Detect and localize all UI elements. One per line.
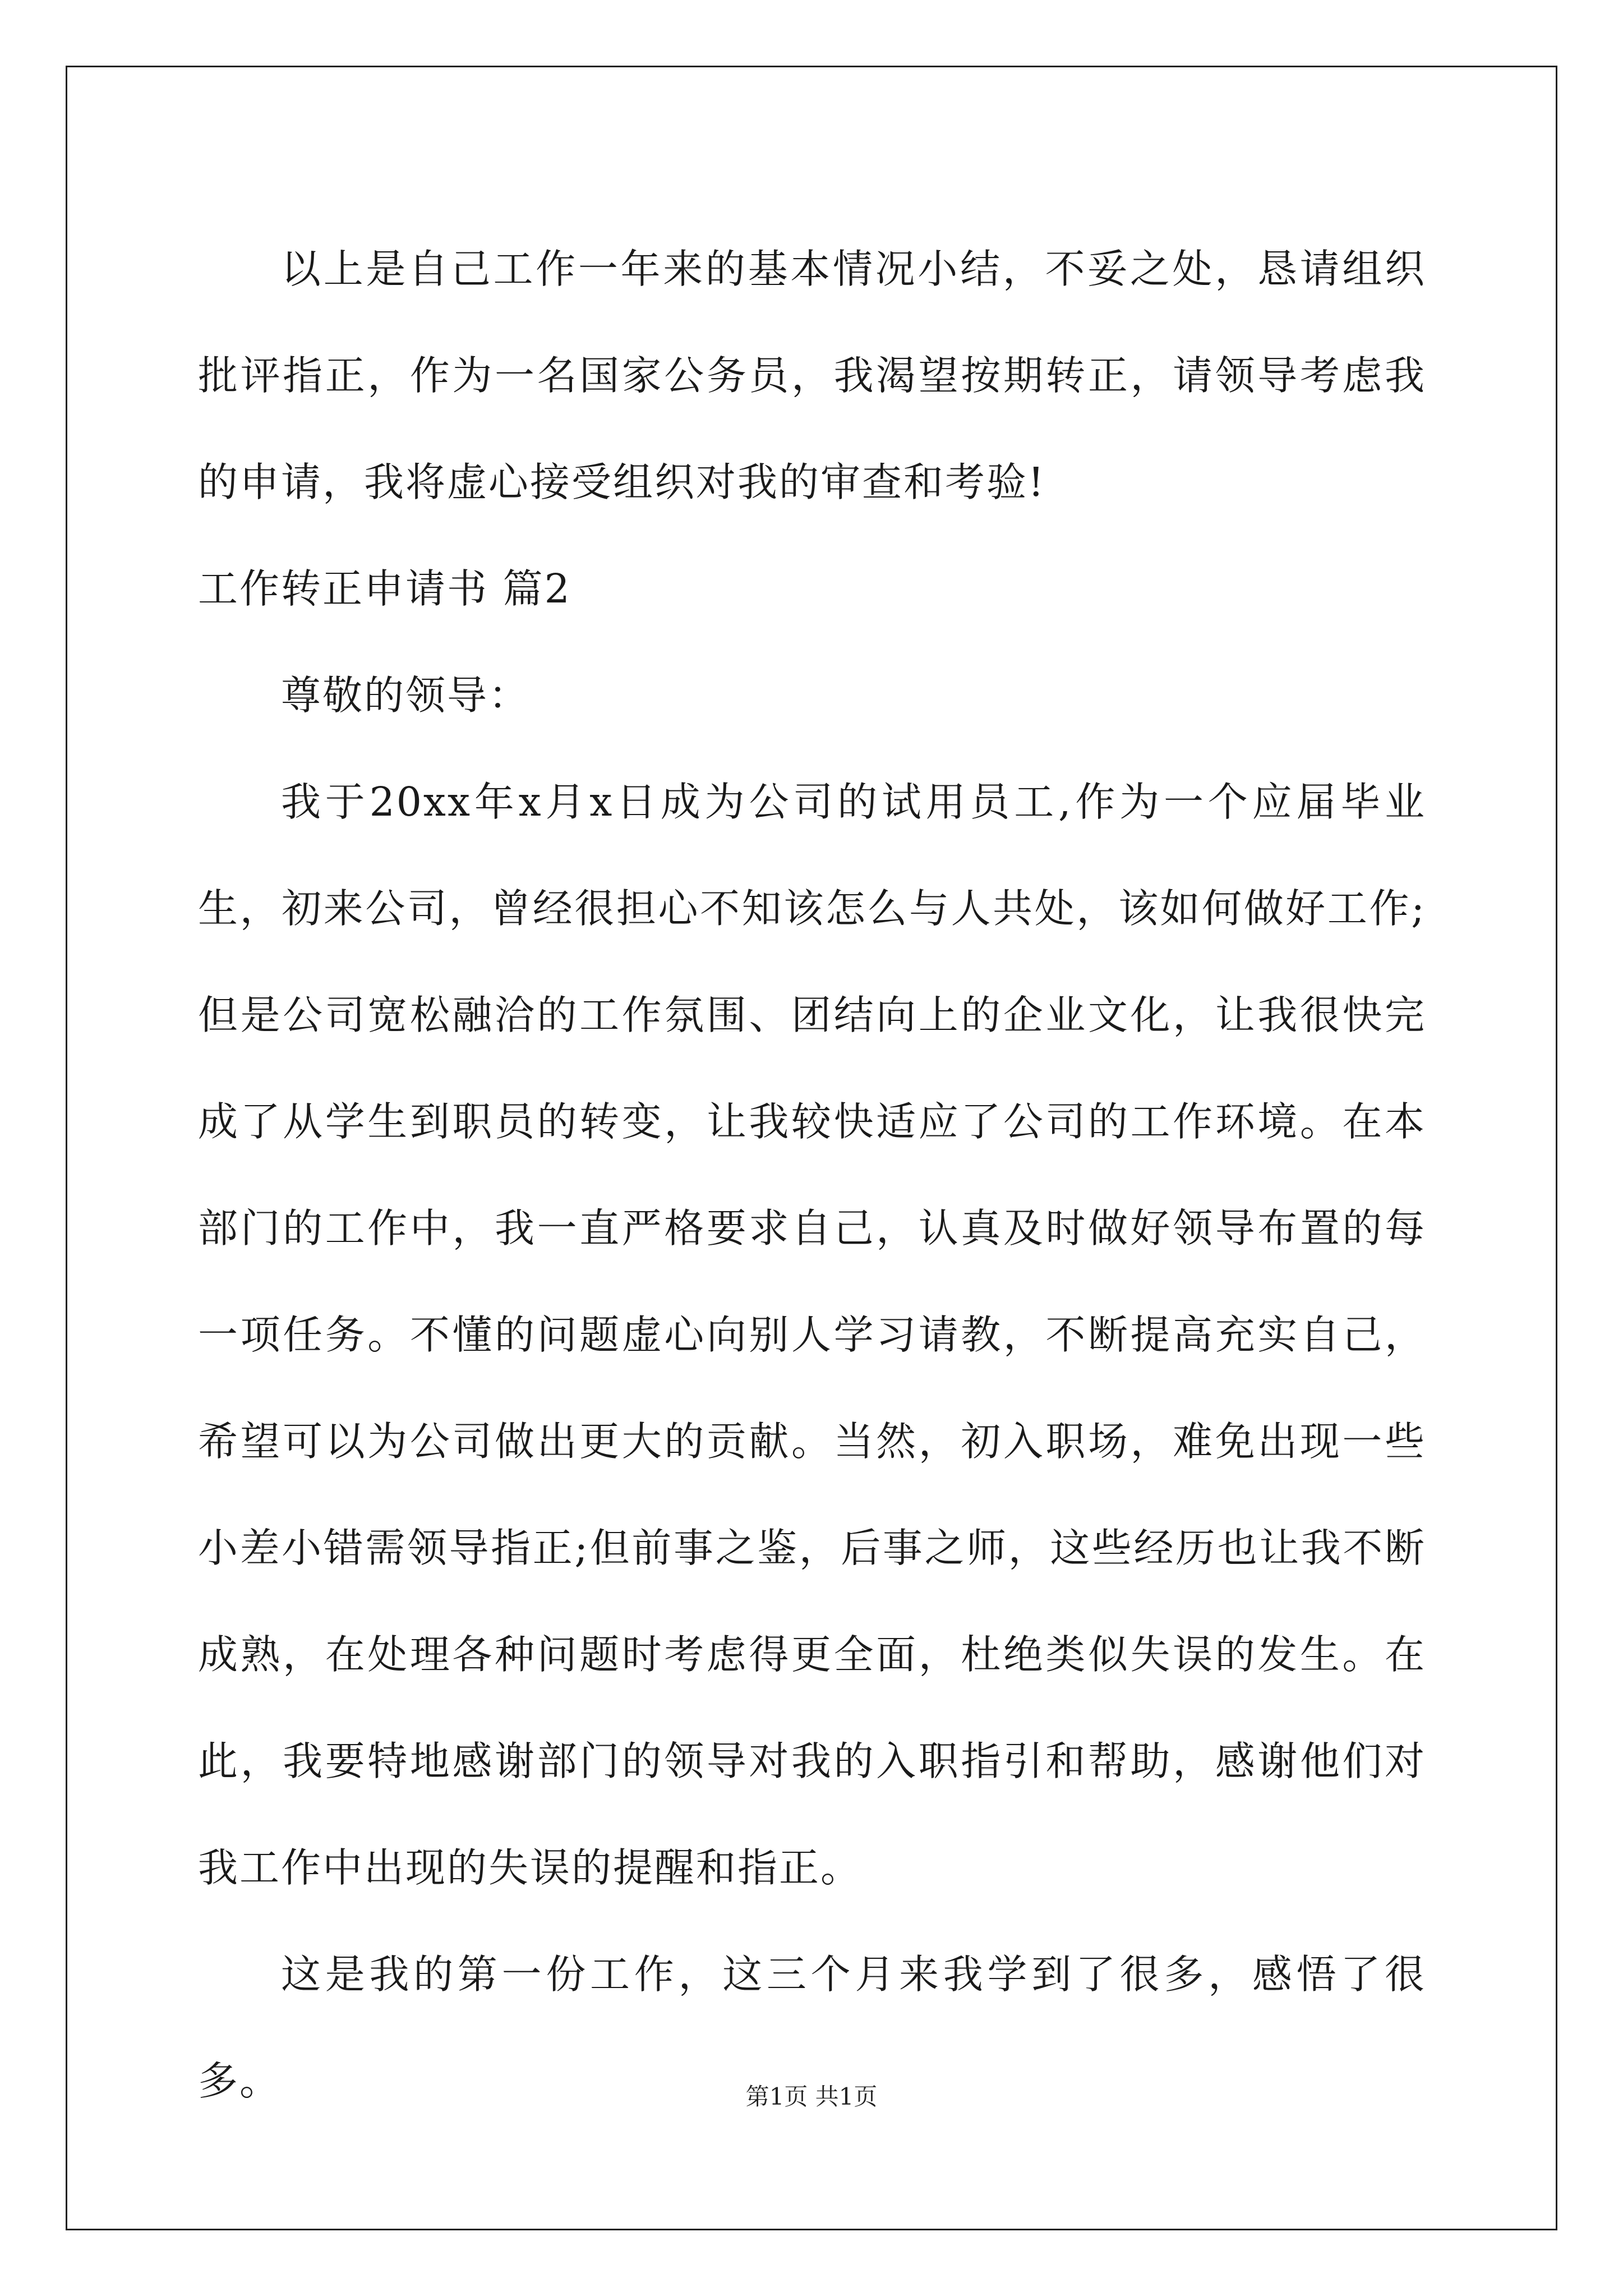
salutation: 尊敬的领导： <box>281 672 531 719</box>
section-heading: 工作转正申请书 篇2 <box>198 565 571 612</box>
document-body <box>198 216 1426 2134</box>
paragraph-final: 这是我的第一份工作，这三个月来我学到了很多，感悟了很多。 <box>198 1951 1426 2104</box>
paragraph-closing-summary: 以上是自己工作一年来的基本情况小结，不妥之处，恳请组织批评指正，作为一名国家公务员，我渴望按期转正，请领导考虑我的申请，我将虚心接受组织对我的审查和考验! <box>198 246 1426 505</box>
page-footer: 第1页 共1页 <box>745 2083 878 2110</box>
paragraph-body: 我于20xx年x月x日成为公司的试用员工,作为一个应届毕业生，初来公司，曾经很担心不知该怎么与人共处，该如何做好工作;但是公司宽松融洽的工作氛围、团结向上的企业文化，让我很快完成了从学生到职员的转变，让我较快适应了公司的工作环境。在本部门的工作中，我一直严格要求自己，认真及时做好领导布置的每一项任务。不懂的问题虚心向别人学习请教，不断提高充实自己，希望可以为公司做出更大的贡献。当然，初入职场，难免出现一些小差小错需领导指正;但前事之鉴，后事之师，这些经历也让我不断成熟，在处理各种问题时考虑得更全面，杜绝类似失误的发生。在此，我要特地感谢部门的领导对我的入职指引和帮助，感谢他们对我工作中出现的失误的提醒和指正。 <box>198 779 1426 1891</box>
